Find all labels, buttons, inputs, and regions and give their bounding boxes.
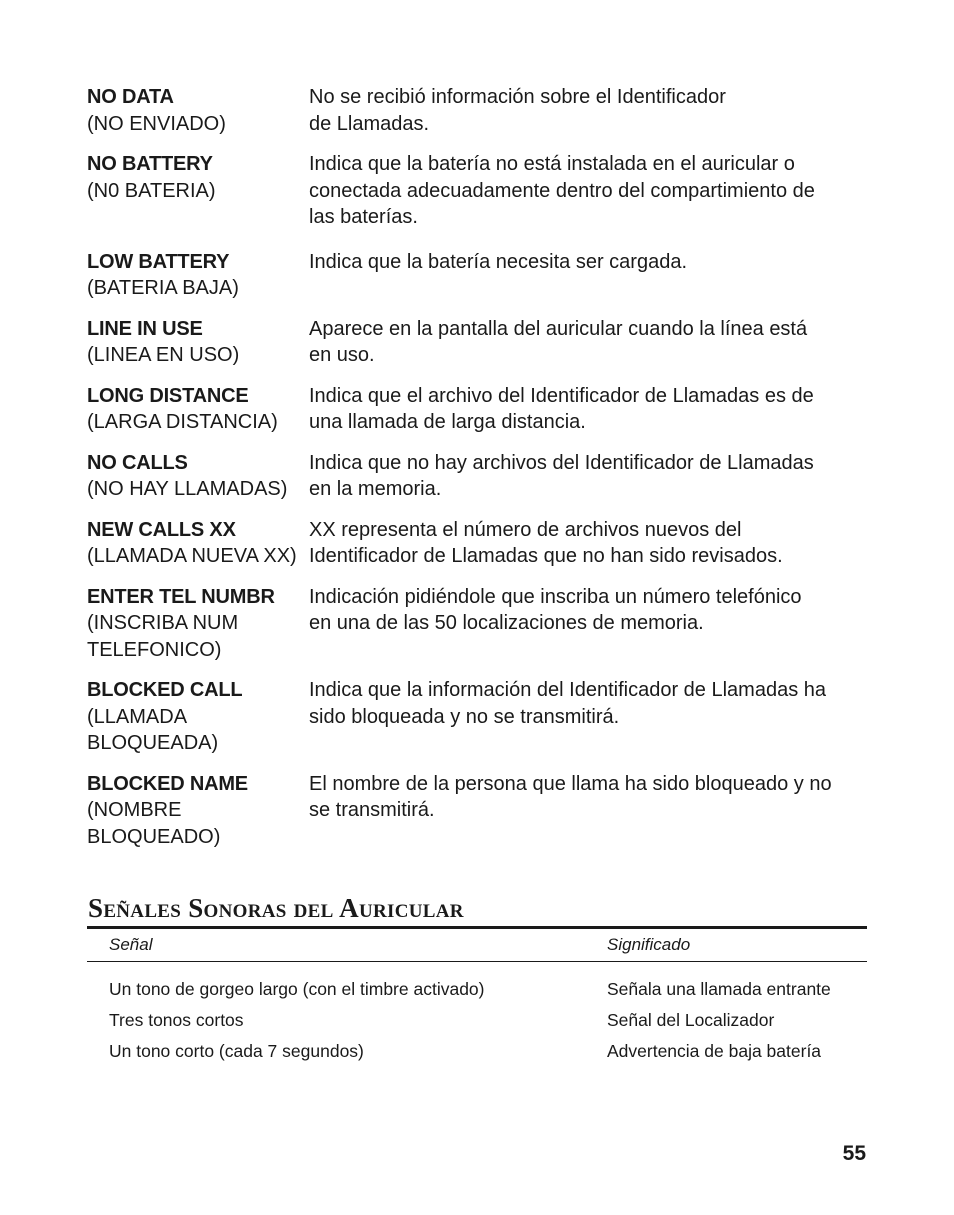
display-code-translation: (NOMBRE [87, 799, 182, 821]
display-code-translation: (NO ENVIADO) [87, 112, 226, 135]
display-code-translation: BLOQUEADA) [87, 732, 219, 754]
description-line: XX representa el número de archivos nuevos del [309, 518, 742, 541]
definition-term [87, 249, 309, 302]
definition-description [309, 450, 877, 503]
display-code-translation: TELEFONICO) [87, 638, 222, 661]
definition-entry [87, 316, 877, 369]
display-code: BLOCKED NAME [87, 772, 248, 795]
definition-term [87, 84, 309, 137]
display-code: ENTER TEL NUMBR [87, 585, 275, 608]
description-line: en uso. [309, 344, 375, 366]
signal-cell: Un tono de gorgeo largo (con el timbre activado) [109, 979, 485, 999]
display-code: BLOCKED CALL [87, 679, 243, 701]
definition-description [309, 517, 877, 570]
description-line: Indica que el archivo del Identificador de Llamadas es de [309, 384, 814, 407]
definition-entry [87, 584, 877, 664]
definition-description [309, 316, 877, 369]
description-line: se transmitirá. [309, 799, 435, 821]
display-code-translation: (LLAMADA NUEVA XX) [87, 545, 297, 567]
definition-description [309, 584, 877, 664]
description-line: El nombre de la persona que llama ha sido bloqueado y no [309, 772, 832, 795]
column-header-signal: Señal [109, 935, 153, 954]
signal-cell: Tres tonos cortos [109, 1010, 244, 1030]
display-code: NO DATA [87, 86, 174, 108]
description-line: Indicación pidiéndole que inscriba un número telefónico [309, 585, 802, 608]
definition-entry [87, 249, 877, 302]
description-line: de Llamadas. [309, 112, 430, 135]
definition-term [87, 450, 309, 503]
definition-entry [87, 517, 877, 570]
definition-entry [87, 771, 877, 851]
display-code: NEW CALLS XX [87, 518, 236, 541]
description-line: conectada adecuadamente dentro del compartimiento de [309, 179, 815, 202]
table-body [87, 962, 867, 1067]
display-code: LOW BATTERY [87, 250, 230, 273]
table-row [87, 1036, 867, 1067]
table-header [87, 929, 867, 962]
description-line: Indica que la información del Identificador de Llamadas ha [309, 679, 826, 701]
definition-description [309, 771, 877, 851]
display-code-translation: (LARGA DISTANCIA) [87, 411, 278, 433]
description-line: una llamada de larga distancia. [309, 411, 586, 433]
display-code-translation: (N0 BATERIA) [87, 179, 216, 202]
description-line: Identificador de Llamadas que no han sido revisados. [309, 545, 783, 567]
definition-description [309, 249, 877, 302]
definition-entry [87, 450, 877, 503]
definition-entry [87, 677, 877, 757]
display-code-translation: (LINEA EN USO) [87, 344, 240, 366]
display-code: NO BATTERY [87, 153, 213, 175]
definition-description [309, 151, 877, 231]
definition-term [87, 151, 309, 231]
display-code-translation: BLOQUEADO) [87, 825, 221, 848]
beeps-section [87, 890, 867, 1067]
definition-description [309, 383, 877, 436]
meaning-cell: Señala una llamada entrante [607, 979, 831, 999]
table-row [87, 1005, 867, 1036]
description-line: No se recibió información sobre el Identificador [309, 86, 726, 108]
definition-term [87, 383, 309, 436]
column-header-meaning: Significado [607, 935, 691, 954]
page-number: 55 [842, 1142, 866, 1165]
description-line: Indica que la batería necesita ser cargada. [309, 250, 688, 273]
meaning-cell: Señal del Localizador [607, 1010, 775, 1030]
display-code: LONG DISTANCE [87, 384, 249, 407]
display-code: NO CALLS [87, 451, 188, 474]
description-line: Indica que la batería no está instalada en el auricular o [309, 153, 795, 175]
meaning-cell: Advertencia de baja batería [607, 1041, 822, 1061]
section-title: Señales Sonoras del Auricular [88, 893, 464, 923]
display-code-translation: (NO HAY LLAMADAS) [87, 478, 288, 500]
display-code: LINE IN USE [87, 317, 203, 340]
definition-description [309, 677, 877, 757]
definition-entry [87, 84, 877, 137]
description-line: en la memoria. [309, 478, 442, 500]
definition-entry [87, 383, 877, 436]
definition-list [87, 84, 877, 850]
table-row [87, 974, 867, 1005]
description-line: Indica que no hay archivos del Identificador de Llamadas [309, 451, 814, 474]
definition-entry [87, 151, 877, 231]
description-line: las baterías. [309, 206, 418, 228]
definition-term [87, 584, 309, 664]
description-line: sido bloqueada y no se transmitirá. [309, 705, 620, 728]
description-line: Aparece en la pantalla del auricular cuando la línea está [309, 317, 808, 340]
definition-term [87, 677, 309, 757]
definition-term [87, 517, 309, 570]
display-code-translation: (LLAMADA [87, 705, 188, 728]
signal-cell: Un tono corto (cada 7 segundos) [109, 1041, 364, 1061]
display-code-translation: (INSCRIBA NUM [87, 612, 239, 634]
definition-term [87, 316, 309, 369]
definition-term [87, 771, 309, 851]
description-line: en una de las 50 localizaciones de memoria. [309, 612, 704, 634]
display-code-translation: (BATERIA BAJA) [87, 277, 239, 299]
definition-description [309, 84, 877, 137]
